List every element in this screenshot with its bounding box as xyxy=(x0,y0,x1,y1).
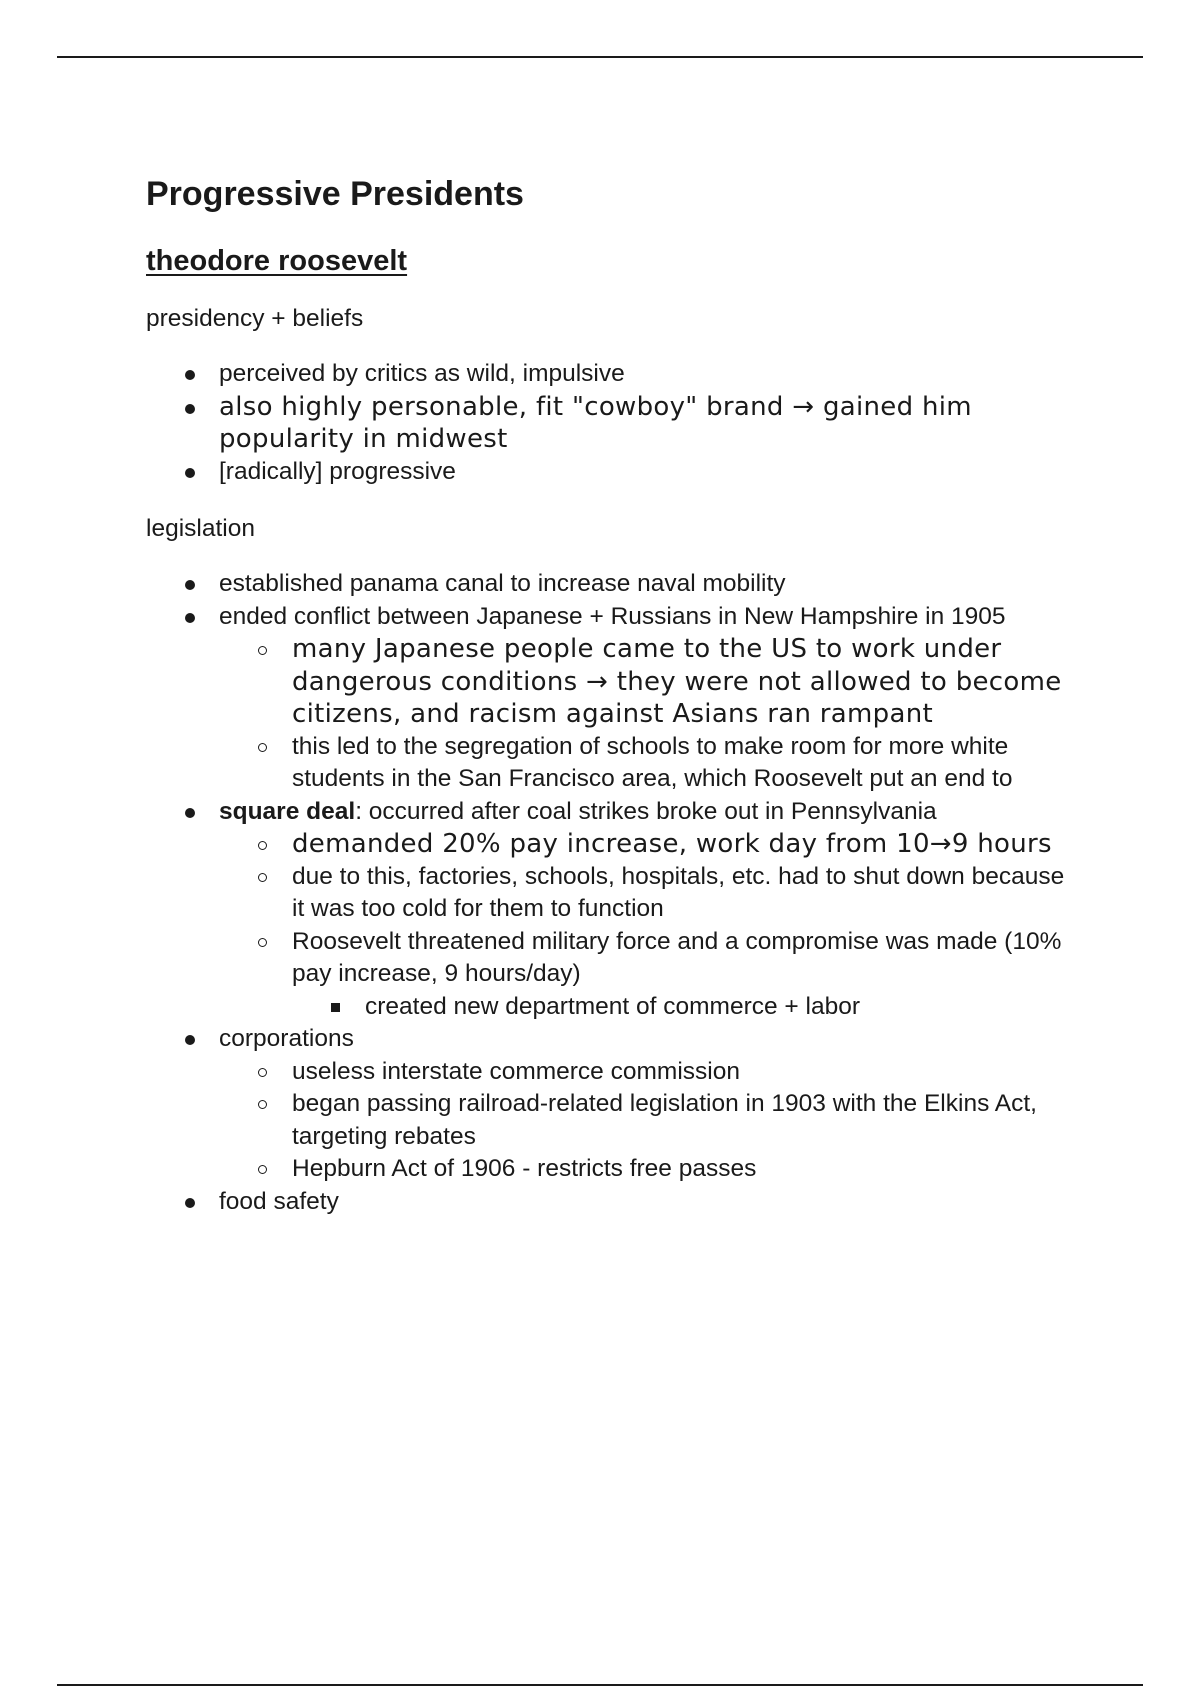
circle-bullet-icon xyxy=(255,1153,275,1185)
sub-list xyxy=(146,828,1076,1023)
disc-bullet-icon xyxy=(182,358,202,390)
circle-bullet-icon xyxy=(255,731,275,763)
list-item: this led to the segregation of schools to make room for more white students in the San Francisco area, which Roosevelt put an end to xyxy=(219,731,1076,796)
list-item: perceived by critics as wild, impulsive xyxy=(146,358,1076,391)
list-item: square deal: occurred after coal strikes broke out in Pennsylvania demanded 20% pay increase, work day from 10→9 hours due to this, factories, schools, hospitals, etc. had to shut down because it was too cold for them to function Roosevelt threatened military force and a compromise was made (10% pay increase, 9 hours/day) created new department of commerce + labor xyxy=(146,796,1076,1024)
list-item: [radically] progressive xyxy=(146,456,1076,489)
circle-bullet-icon xyxy=(255,861,275,893)
list-item: also highly personable, fit "cowboy" brand → gained him popularity in midwest xyxy=(146,391,1076,456)
section-heading: theodore roosevelt xyxy=(146,245,408,277)
bottom-rule xyxy=(57,1684,1143,1686)
list-item: many Japanese people came to the US to work under dangerous conditions → they were not allowed to become citizens, and racism against Asians ran rampant xyxy=(219,633,1076,731)
top-rule xyxy=(57,56,1143,58)
circle-bullet-icon xyxy=(255,926,275,958)
disc-bullet-icon xyxy=(182,1023,202,1055)
list-item: food safety xyxy=(146,1186,1076,1219)
circle-bullet-icon xyxy=(255,828,275,860)
sub-list xyxy=(146,633,1076,796)
list-item: Roosevelt threatened military force and a compromise was made (10% pay increase, 9 hours/day) created new department of commerce + labor xyxy=(219,926,1076,1024)
square-bullet-icon xyxy=(328,991,348,1023)
list-item: ended conflict between Japanese + Russians in New Hampshire in 1905 many Japanese people came to the US to work under dangerous conditions → they were not allowed to become citizens, and racism against Asians ran rampant this led to the segregation of schools to make room for more white students in the San Francisco area, which Roosevelt put an end to xyxy=(146,601,1076,796)
group-label: legislation xyxy=(146,515,255,542)
list-item: due to this, factories, schools, hospitals, etc. had to shut down because it was too cold for them to function xyxy=(219,861,1076,926)
disc-bullet-icon xyxy=(182,601,202,633)
sub-list xyxy=(146,1056,1076,1186)
circle-bullet-icon xyxy=(255,1088,275,1120)
disc-bullet-icon xyxy=(182,1186,202,1218)
circle-bullet-icon xyxy=(255,633,275,665)
list-item: Hepburn Act of 1906 - restricts free passes xyxy=(219,1153,1076,1186)
list-item: corporations useless interstate commerce commission began passing railroad-related legislation in 1903 with the Elkins Act, targeting rebates Hepburn Act of 1906 - restricts free passes xyxy=(146,1023,1076,1186)
list-item: created new department of commerce + labor xyxy=(292,991,1076,1024)
beliefs-list xyxy=(146,358,1076,488)
document-body xyxy=(146,170,1076,1242)
disc-bullet-icon xyxy=(182,568,202,600)
list-item: demanded 20% pay increase, work day from 10→9 hours xyxy=(219,828,1076,861)
disc-bullet-icon xyxy=(182,391,202,423)
disc-bullet-icon xyxy=(182,796,202,828)
page-title: Progressive Presidents xyxy=(146,175,524,213)
circle-bullet-icon xyxy=(255,1056,275,1088)
group-label: presidency + beliefs xyxy=(146,305,364,332)
sub-sub-list xyxy=(292,991,1076,1024)
list-item: established panama canal to increase naval mobility xyxy=(146,568,1076,601)
list-item: useless interstate commerce commission xyxy=(219,1056,1076,1089)
list-item: began passing railroad-related legislation in 1903 with the Elkins Act, targeting rebates xyxy=(219,1088,1076,1153)
term-bold: square deal xyxy=(219,797,356,825)
legislation-list xyxy=(146,568,1076,1218)
disc-bullet-icon xyxy=(182,456,202,488)
